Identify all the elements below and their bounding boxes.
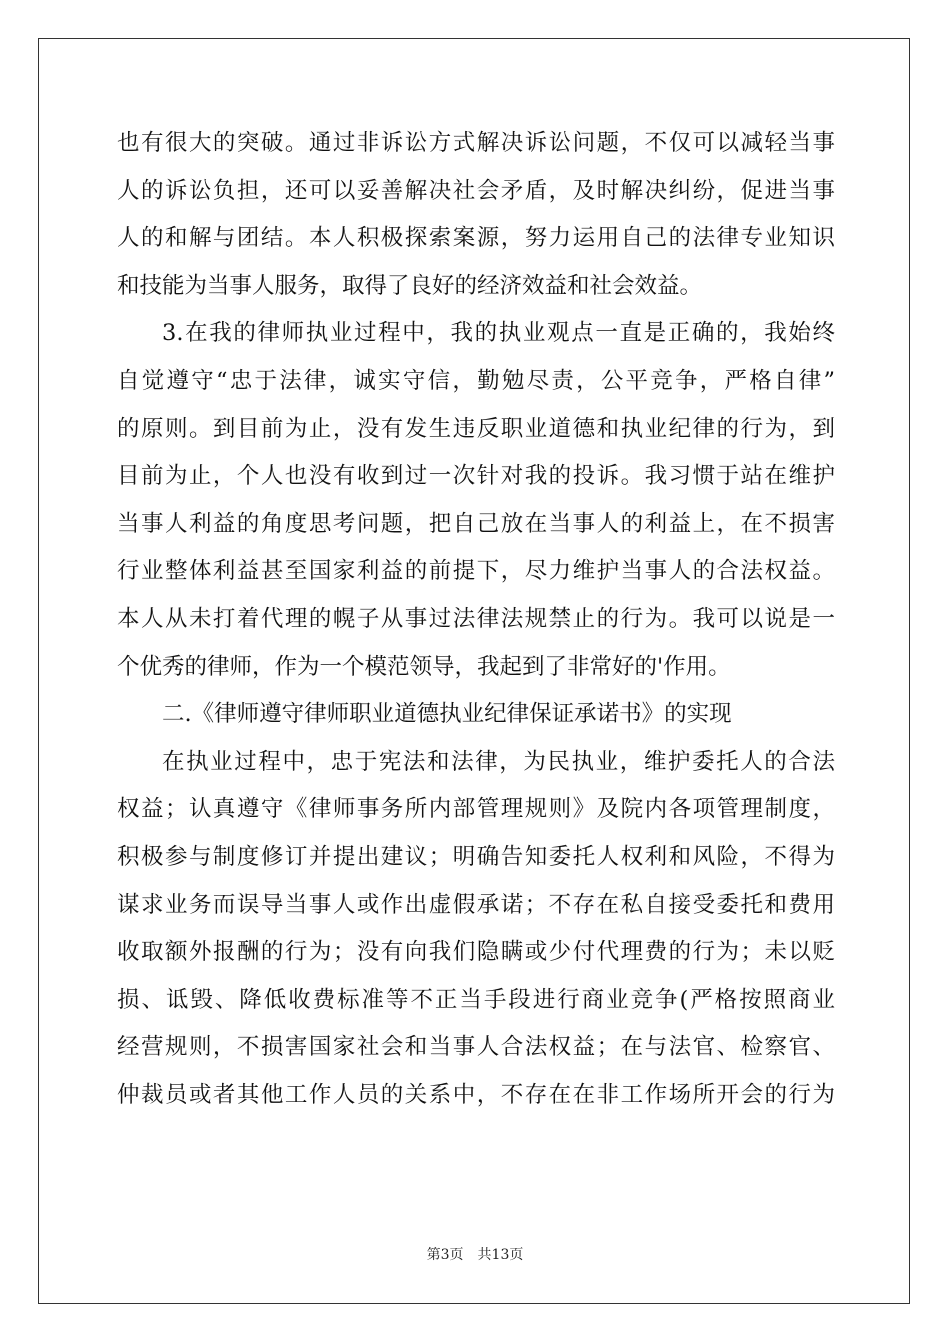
text-line: 目前为止，个人也没有收到过一次针对我的投诉。我习惯于站在维护 — [117, 463, 835, 490]
text-line: 人的和解与团结。本人积极探索案源，努力运用自己的法律专业知识 — [117, 225, 835, 252]
text-line: 本人从未打着代理的幌子从事过法律法规禁止的行为。我可以说是一 — [117, 605, 835, 632]
text-line: 谋求业务而误导当事人或作出虚假承诺；不存在私自接受委托和费用 — [117, 891, 835, 918]
text-line: 行业整体利益甚至国家利益的前提下，尽力维护当事人的合法权益。 — [117, 558, 835, 585]
text-line: 在执业过程中，忠于宪法和法律，为民执业，维护委托人的合法 — [162, 748, 835, 775]
text-line: 的原则。到目前为止，没有发生违反职业道德和执业纪律的行为，到 — [117, 415, 835, 442]
section-heading: 二.《律师遵守律师职业道德执业纪律保证承诺书》的实现 — [162, 701, 732, 728]
text-line: 人的诉讼负担，还可以妥善解决社会矛盾，及时解决纠纷，促进当事 — [117, 177, 835, 204]
document-body — [117, 120, 835, 1119]
text-line: 积极参与制度修订并提出建议；明确告知委托人权利和风险，不得为 — [117, 843, 835, 870]
text-line: 仲裁员或者其他工作人员的关系中，不存在在非工作场所开会的行为 — [117, 1081, 835, 1108]
text-line: 收取额外报酬的行为；没有向我们隐瞒或少付代理费的行为；未以贬 — [117, 939, 835, 966]
text-line: 和技能为当事人服务，取得了良好的经济效益和社会效益。 — [117, 272, 703, 299]
text-line: 经营规则，不损害国家社会和当事人合法权益；在与法官、检察官、 — [117, 1034, 835, 1061]
text-line: 当事人利益的角度思考问题，把自己放在当事人的利益上，在不损害 — [117, 510, 835, 537]
text-line: 3.在我的律师执业过程中，我的执业观点一直是正确的，我始终 — [162, 320, 835, 347]
text-line: 自觉遵守“忠于法律，诚实守信，勤勉尽责，公平竞争，严格自律” — [117, 367, 835, 394]
text-line: 损、诋毁、降低收费标准等不正当手段进行商业竞争(严格按照商业 — [117, 986, 835, 1013]
page-number: 第3页 共13页 — [426, 1247, 524, 1263]
text-line: 也有很大的突破。通过非诉讼方式解决诉讼问题，不仅可以减轻当事 — [117, 130, 835, 156]
text-line: 个优秀的律师，作为一个模范领导，我起到了非常好的'作用。 — [117, 653, 731, 680]
text-line: 权益；认真遵守《律师事务所内部管理规则》及院内各项管理制度， — [117, 796, 835, 823]
